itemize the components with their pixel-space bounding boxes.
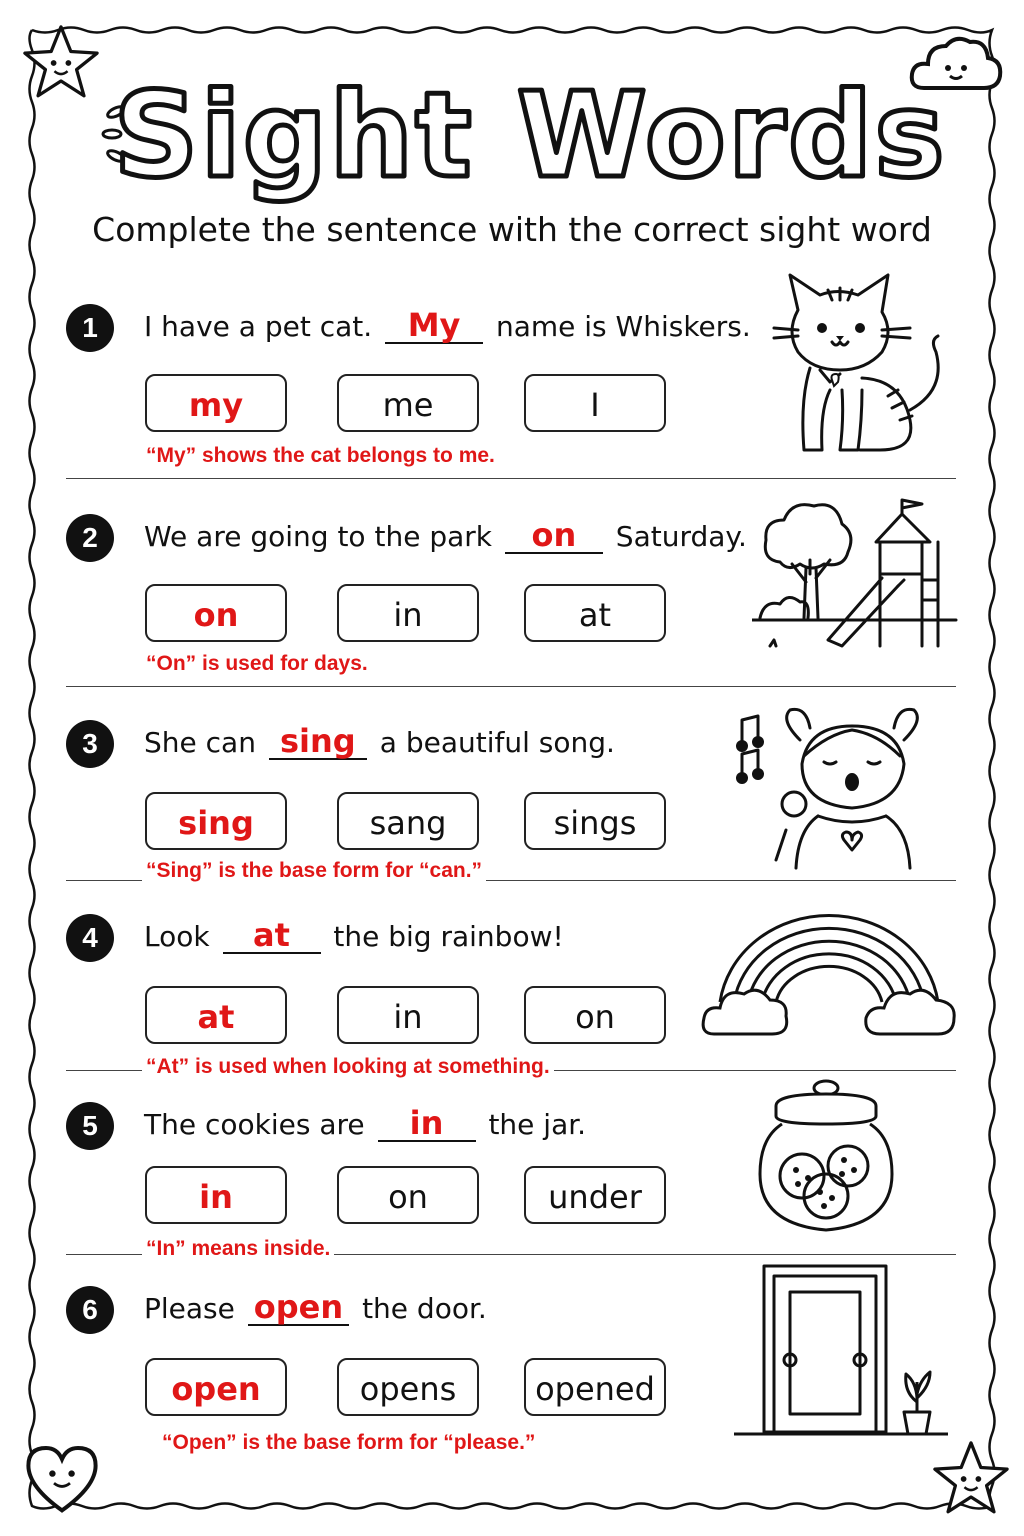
question-number-badge: 1 [66,304,114,352]
sentence-after: the jar. [488,1108,587,1141]
answer-option-button[interactable]: in [145,1166,287,1224]
answer-explanation: “My” shows the cat belongs to me. [142,444,499,468]
sentence-before: I have a pet cat. [144,310,373,343]
sentence-after: the big rainbow! [333,920,564,953]
sentence-before: Please [144,1292,235,1325]
answer-option-button[interactable]: at [145,986,287,1044]
answer-option-button[interactable]: at [524,584,666,642]
section-divider [66,686,956,687]
answer-blank[interactable]: at [223,918,321,954]
sentence-after: a beautiful song. [379,726,615,759]
answer-option-button[interactable]: my [145,374,287,432]
sentence-before: She can [144,726,256,759]
answer-option-button[interactable]: opened [524,1358,666,1416]
sentence [144,518,747,554]
answer-option-button[interactable]: I [524,374,666,432]
cat-icon [770,270,950,460]
page-title [113,58,947,208]
answer-option-button[interactable]: open [145,1358,287,1416]
door-icon [734,1262,948,1438]
star-face-icon [20,22,102,104]
sentence-before: We are going to the park [144,520,492,553]
rainbow-icon [700,888,958,1042]
answer-option-button[interactable]: on [337,1166,479,1224]
cookie-jar-icon [756,1078,896,1238]
answer-explanation: “Sing” is the base form for “can.” [142,859,486,883]
sentence [144,308,751,344]
sentence-after: name is Whiskers. [495,310,751,343]
singing-girl-icon [728,700,938,870]
answer-option-button[interactable]: on [145,584,287,642]
answer-option-button[interactable]: in [337,584,479,642]
answer-blank[interactable]: in [378,1106,476,1142]
question-number-badge: 5 [66,1102,114,1150]
answer-option-button[interactable]: in [337,986,479,1044]
section-divider [66,478,956,479]
answer-blank[interactable]: on [505,518,603,554]
question-number-badge: 3 [66,720,114,768]
answer-option-button[interactable]: sings [524,792,666,850]
star-face-icon [930,1438,1012,1520]
answer-option-button[interactable]: sing [145,792,287,850]
sentence-after: the door. [362,1292,487,1325]
answer-explanation: “On” is used for days. [142,652,372,676]
heart-face-icon [22,1440,102,1516]
answer-option-button[interactable]: opens [337,1358,479,1416]
sentence [144,1106,586,1142]
answer-explanation: “At” is used when looking at something. [142,1055,554,1079]
sentence [144,1290,487,1326]
answer-blank[interactable]: open [248,1290,349,1326]
answer-option-button[interactable]: on [524,986,666,1044]
sentence [144,724,615,760]
answer-explanation: “In” means inside. [142,1237,334,1261]
question-number-badge: 6 [66,1286,114,1334]
answer-option-button[interactable]: sang [337,792,479,850]
question-number-badge: 2 [66,514,114,562]
page-title-text: Sight Words [113,66,947,204]
question-number-badge: 4 [66,914,114,962]
answer-option-button[interactable]: me [337,374,479,432]
answer-option-button[interactable]: under [524,1166,666,1224]
park-playground-icon [752,490,958,660]
answer-blank[interactable]: My [385,308,483,344]
instructions: Complete the sentence with the correct sight word [92,210,932,249]
answer-blank[interactable]: sing [269,724,367,760]
answer-explanation: “Open” is the base form for “please.” [158,1431,539,1455]
sentence [144,918,564,954]
sentence-before: The cookies are [144,1108,365,1141]
sentence-after: Saturday. [615,520,747,553]
sentence-before: Look [144,920,210,953]
